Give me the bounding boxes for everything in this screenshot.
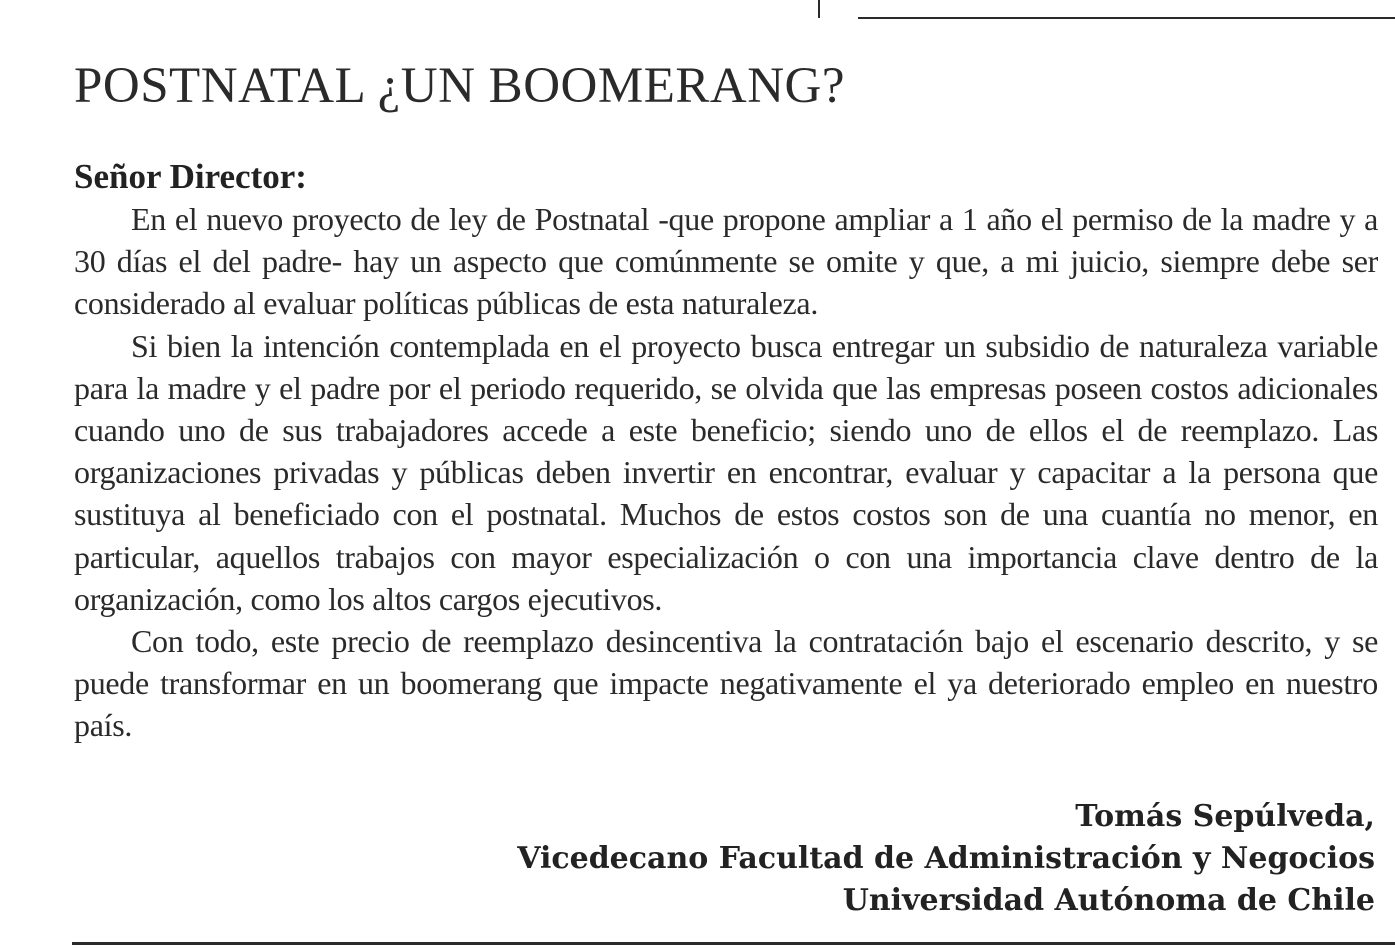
top-column-tick — [818, 0, 820, 18]
signature-institution: Universidad Autónoma de Chile — [842, 883, 1375, 918]
salutation: Señor Director: — [74, 157, 307, 196]
signature-block — [517, 796, 1375, 922]
letter-headline: POSTNATAL ¿UN BOOMERANG? — [74, 58, 845, 114]
bottom-divider-rule — [72, 942, 1395, 945]
signature-name: Tomás Sepúlveda, — [1075, 799, 1375, 834]
paragraph-3: Con todo, este precio de reemplazo desincentiva la contratación bajo el escenario descrito, y se puede transformar en un boomerang que impacte negativamente el ya deteriorado empleo en nuestro país. — [74, 623, 1378, 744]
paragraph-1: En el nuevo proyecto de ley de Postnatal -que propone ampliar a 1 año el permiso de la madre y a 30 días el del padre- hay un aspecto que comúnmente se omite y que, a mi juicio, siempre debe ser considerado al evaluar políticas públicas de esta naturaleza. — [74, 201, 1378, 322]
signature-title: Vicedecano Facultad de Administración y Negocios — [517, 841, 1375, 876]
top-divider-rule — [858, 17, 1395, 19]
letter-body — [74, 156, 1378, 747]
paragraph-2: Si bien la intención contemplada en el proyecto busca entregar un subsidio de naturaleza variable para la madre y el padre por el periodo requerido, se olvida que las empresas poseen costos adicionales cuando uno de sus trabajadores accede a este beneficio; siendo uno de ellos el de reemplazo. Las organizaciones privadas y públicas deben invertir en encontrar, evaluar y capacitar a la persona que sustituya al beneficiado con el postnatal. Muchos de estos costos son de una cuantía no menor, en particular, aquellos trabajos con mayor especialización o con una importancia clave dentro de la organización, como los altos cargos ejecutivos. — [74, 327, 1378, 617]
